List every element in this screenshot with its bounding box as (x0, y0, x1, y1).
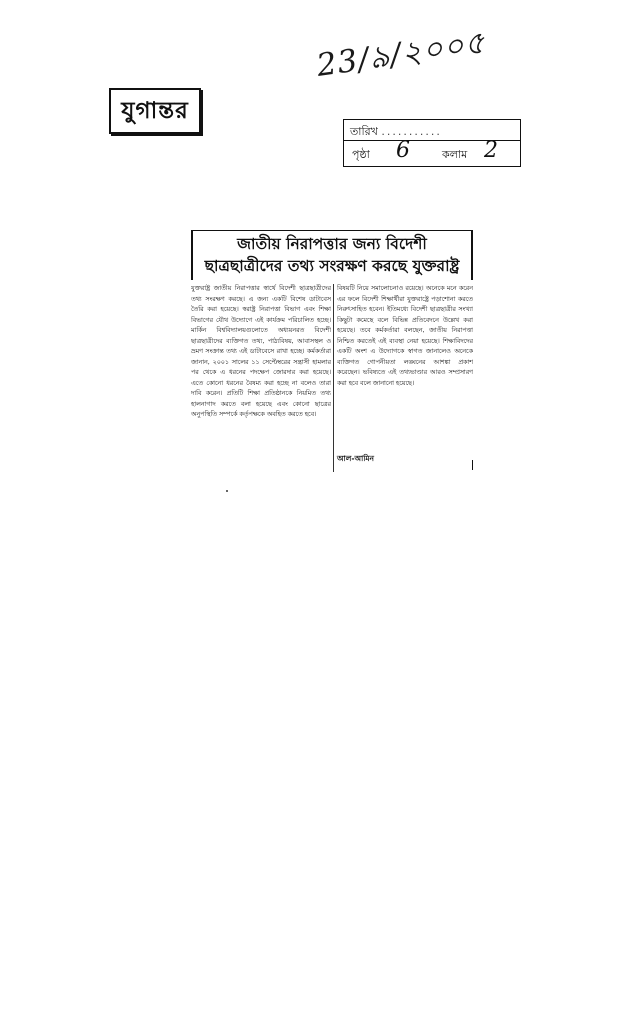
article-column-right (337, 284, 473, 474)
article-body-right: বিষয়টি নিয়ে সমালোচনাও রয়েছে। অনেকে মনে করেন এর ফলে বিদেশী শিক্ষার্থীরা যুক্তরাষ্ট্রে পড়াশোনা করতে নিরুৎসাহিত হবেন। ইতিমধ্যে বিদেশী ছাত্রছাত্রীর সংখ্যা কিছুটা কমেছে বলে বিভিন্ন প্রতিবেদনে উল্লেখ করা হয়েছে। তবে কর্মকর্তারা বলছেন, জাতীয় নিরাপত্তা নিশ্চিত করতেই এই ব্যবস্থা নেয়া হয়েছে। শিক্ষাবিদদের একটি অংশ এ উদ্যোগকে স্বাগত জানালেও অনেকে ব্যক্তিগত গোপনীয়তা লঙ্ঘনের আশঙ্কা প্রকাশ করেছেন। ভবিষ্যতে এই তথ্যভাণ্ডার আরও সম্প্রসারণ করা হবে বলে জানানো হয়েছে। (337, 285, 473, 387)
headline-line-2: ছাত্রছাত্রীদের তথ্য সংরক্ষণ করছে যুক্তরাষ্ট্র (204, 257, 460, 275)
end-mark (472, 460, 473, 470)
stamp-column-label: কলাম (442, 148, 468, 161)
article-column-left (191, 284, 331, 474)
newspaper-name: যুগান্তর (121, 97, 189, 124)
article-body-left: যুক্তরাষ্ট্র জাতীয় নিরাপত্তার স্বার্থে বিদেশী ছাত্রছাত্রীদের তথ্য সংরক্ষণ করছে। এ জন্য একটি বিশেষ ডাটাবেস তৈরি করা হয়েছে। স্বরাষ্ট্র নিরাপত্তা বিভাগ এবং শিক্ষা বিভাগের যৌথ উদ্যোগে এই কার্যক্রম পরিচালিত হচ্ছে। মার্কিন বিশ্ববিদ্যালয়গুলোতে অধ্যয়নরত বিদেশী ছাত্রছাত্রীদের ব্যক্তিগত তথ্য, পাঠ্যবিষয়, আবাসস্থল ও ভ্রমণ সংক্রান্ত তথ্য এই ডাটাবেসে রাখা হচ্ছে। কর্মকর্তারা জানান, ২০০১ সালের ১১ সেপ্টেম্বরের সন্ত্রাসী হামলার পর থেকে এ ধরনের পদক্ষেপ জোরদার করা হয়েছে। এতে কোনো ধরনের বৈষম্য করা হচ্ছে না বলেও তারা দাবি করেন। প্রতিটি শিক্ষা প্রতিষ্ঠানকে নিয়মিত তথ্য হালনাগাদ করতে বলা হয়েছে এবং কোনো ছাত্রের অনুপস্থিতি সম্পর্কে কর্তৃপক্ষকে অবহিত করতে হবে। (191, 285, 331, 418)
handwritten-date: 23/৯/২০০৫ (314, 24, 488, 84)
headline-box (191, 230, 473, 280)
newspaper-name-stamp (109, 88, 201, 134)
article-byline: আল-আমিন (337, 454, 374, 463)
stamp-page-label: পৃষ্ঠা (352, 148, 370, 161)
stamp-column-value: 2 (484, 138, 498, 163)
stamp-date-label: তারিখ (350, 125, 378, 138)
date-page-column-stamp (343, 119, 521, 167)
stamp-page-value: 6 (396, 138, 410, 163)
headline-line-1: জাতীয় নিরাপত্তার জন্য বিদেশী (237, 235, 427, 253)
stamp-date-dots: ........... (381, 125, 442, 138)
news-clipping (183, 228, 483, 478)
scan-speck (226, 490, 228, 492)
column-divider (333, 284, 334, 472)
